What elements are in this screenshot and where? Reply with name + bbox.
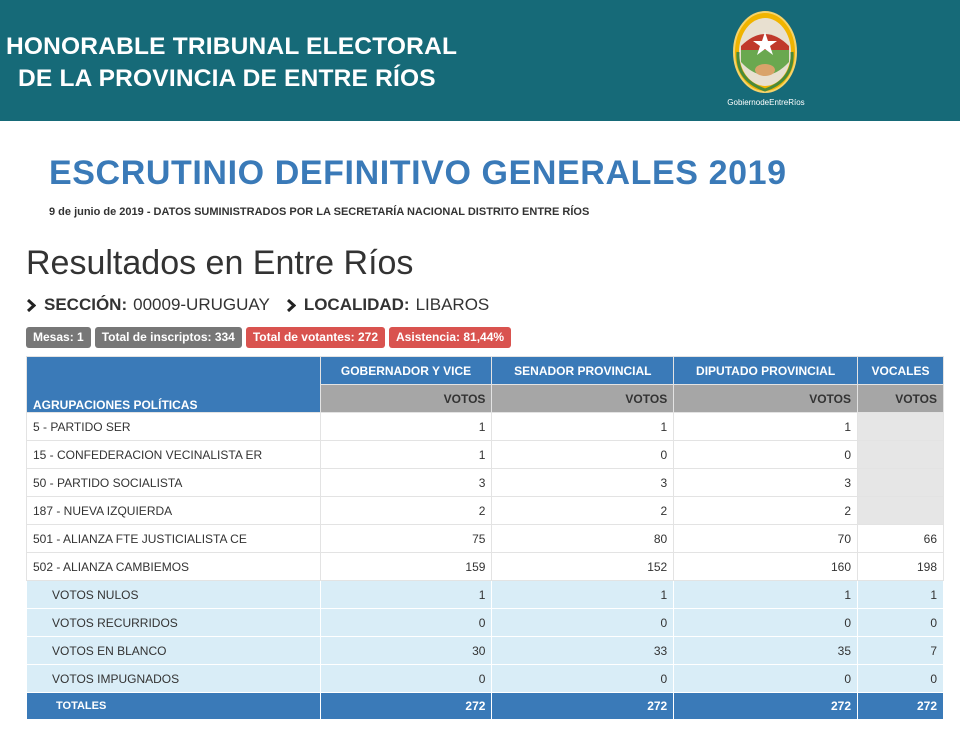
vote-count: 33 bbox=[492, 637, 674, 665]
empty-cell bbox=[858, 469, 944, 497]
vote-count: 1 bbox=[858, 581, 944, 609]
mesas-badge: Mesas: 1 bbox=[26, 327, 91, 348]
vote-count: 2 bbox=[674, 497, 858, 525]
site-header bbox=[0, 0, 960, 121]
special-votes-row bbox=[27, 581, 944, 609]
row-label: VOTOS RECURRIDOS bbox=[27, 609, 321, 637]
votantes-badge: Total de votantes: 272 bbox=[246, 327, 385, 348]
vote-count: 66 bbox=[858, 525, 944, 553]
header-title bbox=[6, 31, 457, 95]
seal-caption: GobiernodeEntreRíos bbox=[727, 98, 805, 107]
asistencia-badge: Asistencia: 81,44% bbox=[389, 327, 511, 348]
localidad-value: LIBAROS bbox=[415, 295, 490, 314]
vote-count: 1 bbox=[492, 581, 674, 609]
row-label: 502 - ALIANZA CAMBIEMOS bbox=[27, 553, 321, 581]
chevron-right-icon bbox=[286, 299, 296, 312]
special-votes-row bbox=[27, 637, 944, 665]
results-title: Resultados en Entre Ríos bbox=[26, 244, 414, 282]
party-row bbox=[27, 525, 944, 553]
empty-cell bbox=[858, 413, 944, 441]
localidad-label: LOCALIDAD: bbox=[303, 295, 410, 314]
column-header-gobernador: GOBERNADOR Y VICE bbox=[320, 357, 492, 385]
vote-count: 272 bbox=[674, 693, 858, 720]
party-row bbox=[27, 497, 944, 525]
vote-count: 0 bbox=[674, 665, 858, 693]
vote-count: 0 bbox=[858, 609, 944, 637]
vote-count: 0 bbox=[320, 609, 492, 637]
row-label: 501 - ALIANZA FTE JUSTICIALISTA CE bbox=[27, 525, 321, 553]
row-label: 187 - NUEVA IZQUIERDA bbox=[27, 497, 321, 525]
column-header-diputado: DIPUTADO PROVINCIAL bbox=[674, 357, 858, 385]
vote-count: 198 bbox=[858, 553, 944, 581]
row-label: 50 - PARTIDO SOCIALISTA bbox=[27, 469, 321, 497]
votos-header: VOTOS bbox=[674, 385, 858, 413]
vote-count: 0 bbox=[492, 665, 674, 693]
results-table bbox=[26, 356, 944, 720]
vote-count: 0 bbox=[674, 441, 858, 469]
coat-of-arms-icon bbox=[732, 10, 798, 94]
vote-count: 3 bbox=[320, 469, 492, 497]
vote-count: 272 bbox=[492, 693, 674, 720]
seccion-label: SECCIÓN: bbox=[44, 295, 128, 314]
vote-count: 35 bbox=[674, 637, 858, 665]
row-label: VOTOS IMPUGNADOS bbox=[27, 665, 321, 693]
totals-row bbox=[27, 693, 944, 720]
column-header-senador: SENADOR PROVINCIAL bbox=[492, 357, 674, 385]
vote-count: 159 bbox=[320, 553, 492, 581]
party-row bbox=[27, 553, 944, 581]
row-label: TOTALES bbox=[27, 693, 321, 720]
vote-count: 272 bbox=[320, 693, 492, 720]
row-label: VOTOS NULOS bbox=[27, 581, 321, 609]
vote-count: 0 bbox=[492, 441, 674, 469]
inscriptos-badge: Total de inscriptos: 334 bbox=[95, 327, 242, 348]
page-title: ESCRUTINIO DEFINITIVO GENERALES 2019 bbox=[49, 154, 787, 192]
vote-count: 152 bbox=[492, 553, 674, 581]
vote-count: 0 bbox=[674, 609, 858, 637]
vote-count: 70 bbox=[674, 525, 858, 553]
vote-count: 1 bbox=[320, 581, 492, 609]
agrupaciones-header: AGRUPACIONES POLÍTICAS bbox=[27, 357, 321, 413]
header-title-line2: DE LA PROVINCIA DE ENTRE RÍOS bbox=[18, 65, 436, 92]
row-label: 5 - PARTIDO SER bbox=[27, 413, 321, 441]
location-breadcrumb bbox=[26, 295, 489, 315]
vote-count: 7 bbox=[858, 637, 944, 665]
vote-count: 2 bbox=[492, 497, 674, 525]
vote-count: 3 bbox=[492, 469, 674, 497]
vote-count: 1 bbox=[320, 441, 492, 469]
vote-count: 80 bbox=[492, 525, 674, 553]
votos-header: VOTOS bbox=[492, 385, 674, 413]
special-votes-row bbox=[27, 665, 944, 693]
party-row bbox=[27, 441, 944, 469]
vote-count: 0 bbox=[320, 665, 492, 693]
vote-count: 30 bbox=[320, 637, 492, 665]
vote-count: 0 bbox=[492, 609, 674, 637]
votos-header: VOTOS bbox=[858, 385, 944, 413]
vote-count: 1 bbox=[492, 413, 674, 441]
summary-badges bbox=[26, 327, 511, 348]
chevron-right-icon bbox=[26, 299, 36, 312]
vote-count: 2 bbox=[320, 497, 492, 525]
vote-count: 1 bbox=[320, 413, 492, 441]
empty-cell bbox=[858, 441, 944, 469]
vote-count: 1 bbox=[674, 581, 858, 609]
vote-count: 3 bbox=[674, 469, 858, 497]
empty-cell bbox=[858, 497, 944, 525]
party-row bbox=[27, 413, 944, 441]
seccion-value: 00009-URUGUAY bbox=[133, 295, 270, 314]
page-subtitle: 9 de junio de 2019 - DATOS SUMINISTRADOS POR LA SECRETARÍA NACIONAL DISTRITO ENTRE RÍOS bbox=[49, 206, 590, 218]
party-row bbox=[27, 469, 944, 497]
vote-count: 272 bbox=[858, 693, 944, 720]
row-label: 15 - CONFEDERACION VECINALISTA ER bbox=[27, 441, 321, 469]
column-header-vocales: VOCALES bbox=[858, 357, 944, 385]
votos-header: VOTOS bbox=[320, 385, 492, 413]
row-label: VOTOS EN BLANCO bbox=[27, 637, 321, 665]
vote-count: 1 bbox=[674, 413, 858, 441]
header-title-line1: HONORABLE TRIBUNAL ELECTORAL bbox=[6, 33, 458, 60]
vote-count: 0 bbox=[858, 665, 944, 693]
vote-count: 160 bbox=[674, 553, 858, 581]
special-votes-row bbox=[27, 609, 944, 637]
vote-count: 75 bbox=[320, 525, 492, 553]
